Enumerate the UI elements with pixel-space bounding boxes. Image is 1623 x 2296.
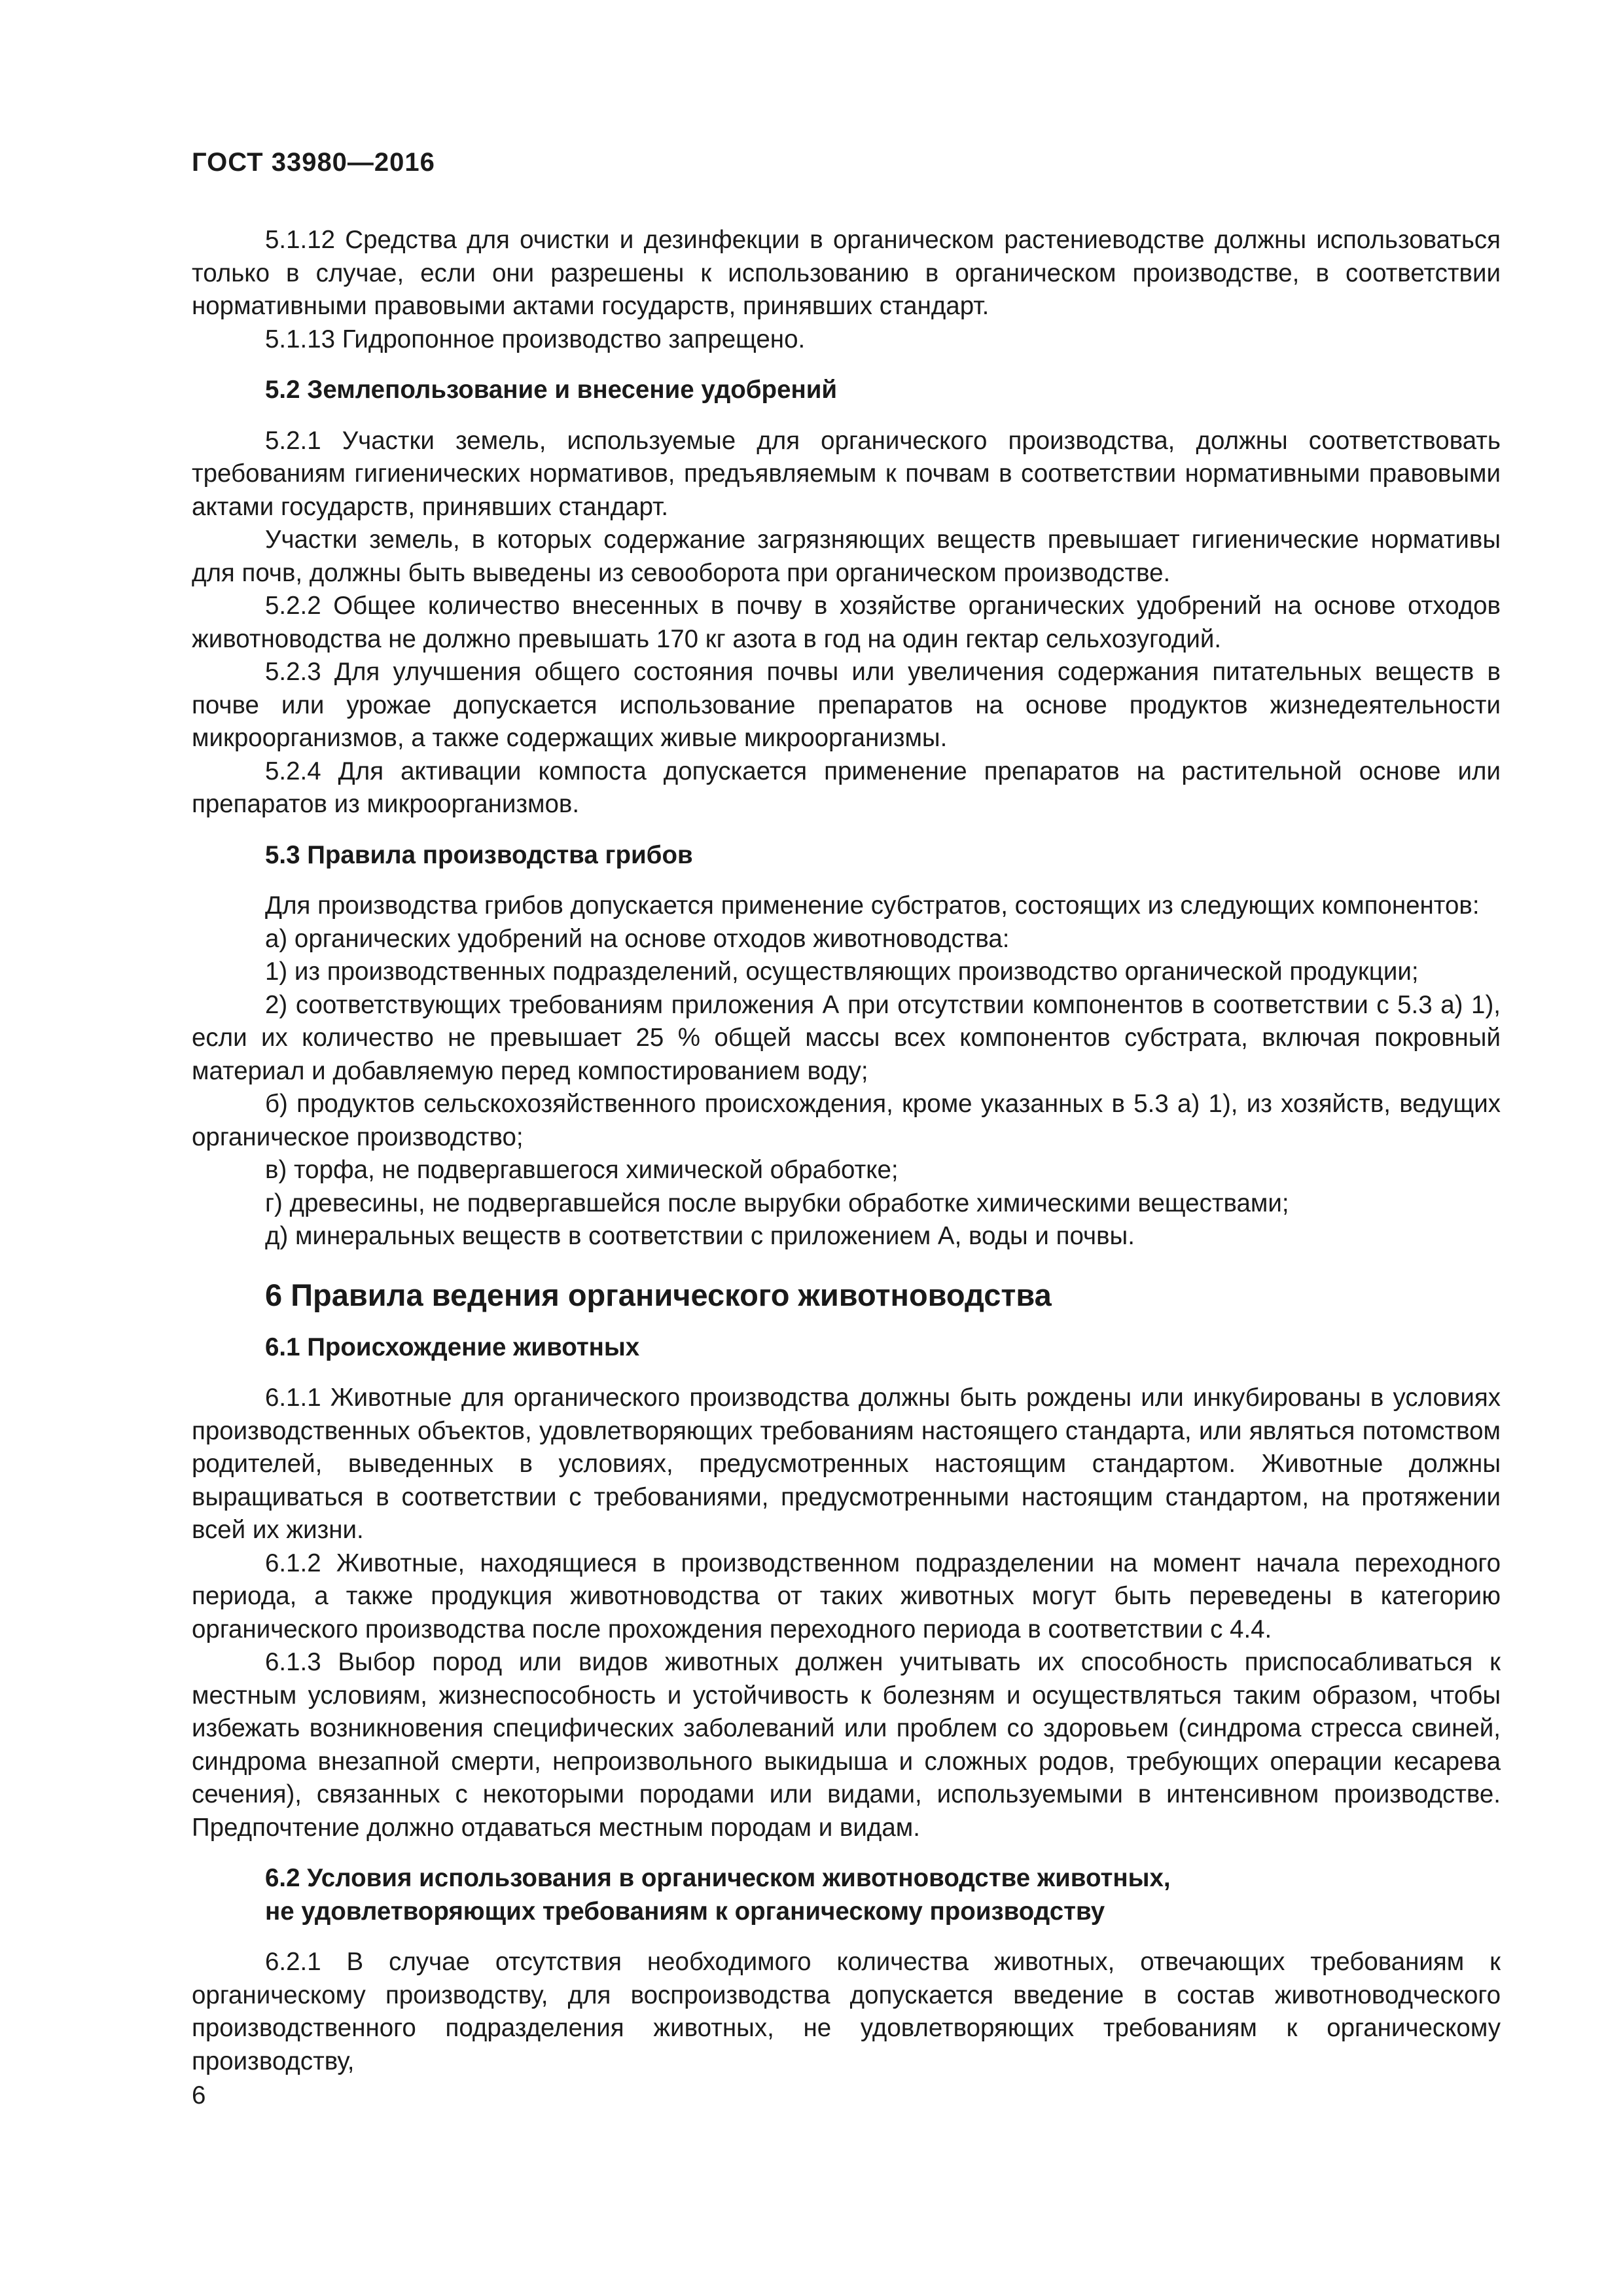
heading-6-2 xyxy=(265,1862,1501,1928)
list-item-5-3-a-1: 1) из производственных подразделений, осуществляющих производство органической продукции; xyxy=(265,958,1419,986)
paragraph-5-2-2: 5.2.2 Общее количество внесенных в почву в хозяйстве органических удобрений на основе отходов животноводства не должно превышать 170 кг азота в год на один гектар сельхозугодий. xyxy=(192,592,1501,653)
heading-5-3: 5.3 Правила производства грибов xyxy=(265,840,693,869)
paragraph-6-1-2: 6.1.2 Животные, находящиеся в производственном подразделении на момент начала переходного периода, а также продукция животноводства от таких животных могут быть переведены в категорию органического производства после прохождения переходного периода в соответствии с 4.4. xyxy=(192,1549,1501,1643)
heading-section-6: 6 Правила ведения органического животноводства xyxy=(265,1277,1052,1312)
list-item-5-3-d: д) минеральных веществ в соответствии с приложением А, воды и почвы. xyxy=(265,1222,1135,1250)
paragraph-6-1-3: 6.1.3 Выбор пород или видов животных должен учитывать их способность приспосабливаться к местным условиям, жизнеспособность и устойчивость к болезням и осуществляться таким образом, чтобы избежать возникновения специфических заболеваний или проблем со здоровьем (синдрома стресса свиней, синдрома внезапной смерти, непроизвольного выкидыша и сложных родов, требующих операции кесарева сечения), связанных с некоторыми породами или видами, используемыми в интенсивном производстве. Предпочтение должно отдаваться местным породам и видам. xyxy=(192,1648,1501,1842)
heading-5-2: 5.2 Землепользование и внесение удобрений xyxy=(265,376,838,404)
heading-6-2-line-2: не удовлетворяющих требованиям к органическому производству xyxy=(265,1897,1105,1926)
list-item-5-3-v: в) торфа, не подвергавшегося химической обработке; xyxy=(265,1156,899,1184)
paragraph-5-2-3: 5.2.3 Для улучшения общего состояния почвы или увеличения содержания питательных веществ в почве или урожае допускается использование препаратов на основе продуктов жизнедеятельности микроорганизмов, а также содержащих живые микроорганизмы. xyxy=(192,658,1501,752)
paragraph-6-1-1: 6.1.1 Животные для органического производства должны быть рождены или инкубированы в условиях производственных объектов, удовлетворяющих требованиям настоящего стандарта, или являться потомством родителей, выведенных в условиях, предусмотренных настоящим стандартом. Животные должны выращиваться в соответствии с требованиями, предусмотренными настоящим стандартом, на протяжении всей их жизни. xyxy=(192,1384,1501,1544)
page-content xyxy=(192,224,1501,2078)
list-item-5-3-g: г) древесины, не подвергавшейся после вырубки обработке химическими веществами; xyxy=(265,1189,1289,1217)
heading-6-1: 6.1 Происхождение животных xyxy=(265,1333,640,1361)
paragraph-5-2-4: 5.2.4 Для активации компоста допускается применение препаратов на растительной основе или препаратов из микроорганизмов. xyxy=(192,757,1501,818)
paragraph-5-1-12: 5.1.12 Средства для очистки и дезинфекции в органическом растениеводстве должны использоваться только в случае, если они разрешены к использованию в органическом производстве, в соответствии нормативными правовыми актами государств, принявших стандарт. xyxy=(192,226,1501,320)
list-item-5-3-a-2: 2) соответствующих требованиям приложения А при отсутствии компонентов в соответствии с 5.3 а) 1), если их количество не превышает 25 % общей массы всех компонентов субстрата, включая покровный материал и добавляемую перед компостированием воду; xyxy=(192,990,1501,1085)
list-item-5-3-a: а) органических удобрений на основе отходов животноводства: xyxy=(265,924,1010,953)
paragraph-5-2-1: 5.2.1 Участки земель, используемые для органического производства, должны соответствовать требованиям гигиенических нормативов, предъявляемым к почвам в соответствии нормативными правовыми актами государств, принявших стандарт. xyxy=(192,426,1501,521)
paragraph-6-2-1: 6.2.1 В случае отсутствия необходимого количества животных, отвечающих требованиям к органическому производству, для воспроизводства допускается введение в состав животноводческого производственного подразделения животных, не удовлетворяющих требованиям к органическому производству, xyxy=(192,1948,1501,2075)
paragraph-5-1-13: 5.1.13 Гидропонное производство запрещено. xyxy=(265,325,806,353)
paragraph-5-2-1-continued: Участки земель, в которых содержание загрязняющих веществ превышает гигиенические нормативы для почв, должны быть выведены из севооборота при органическом производстве. xyxy=(192,526,1501,587)
list-item-5-3-b: б) продуктов сельскохозяйственного происхождения, кроме указанных в 5.3 а) 1), из хозяйств, ведущих органическое производство; xyxy=(192,1090,1501,1151)
page-number: 6 xyxy=(192,2081,206,2109)
paragraph-5-3-intro: Для производства грибов допускается применение субстратов, состоящих из следующих компонентов: xyxy=(265,891,1480,920)
heading-6-2-line-1: 6.2 Условия использования в органическом животноводстве животных, xyxy=(265,1864,1171,1892)
document-code-header: ГОСТ 33980—2016 xyxy=(192,148,435,177)
